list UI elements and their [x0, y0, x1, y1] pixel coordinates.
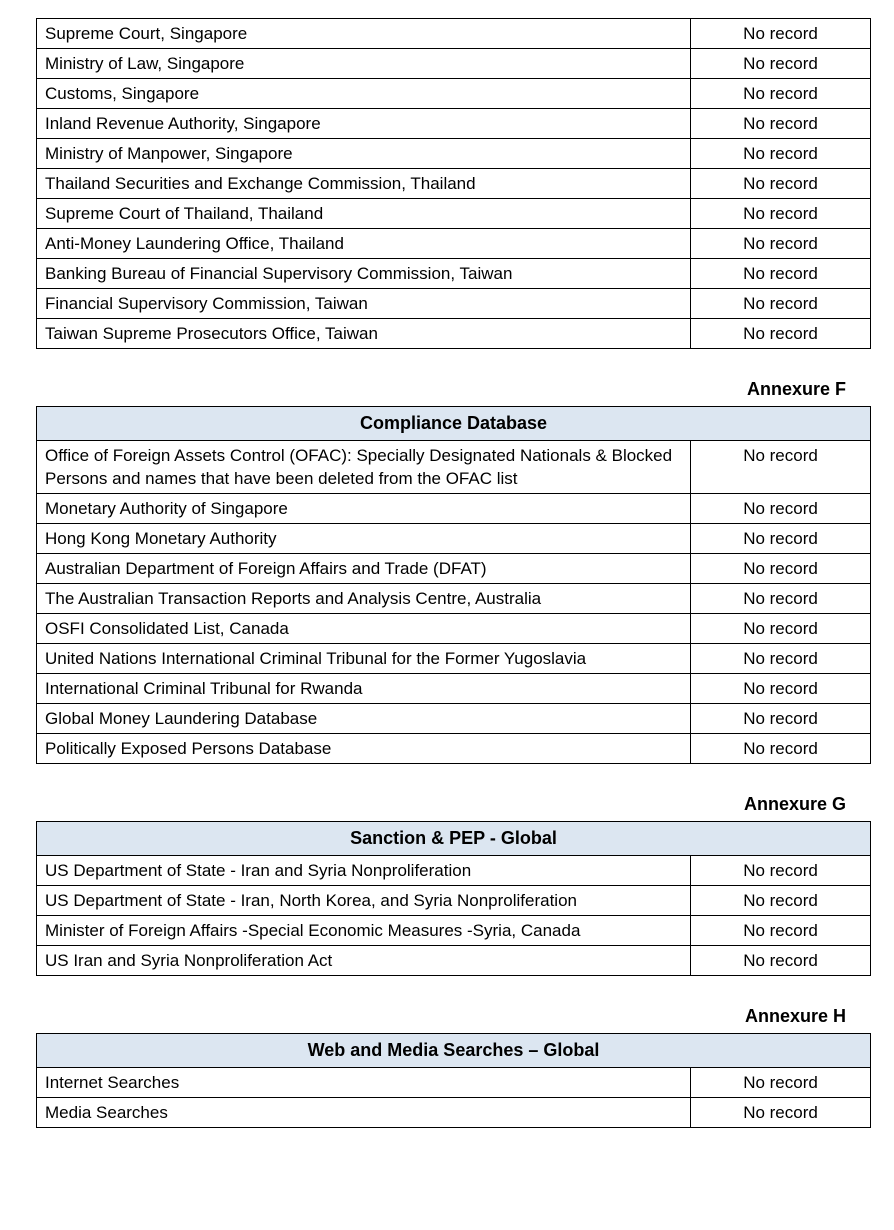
table-header-row	[37, 822, 871, 856]
annexure-label: Annexure G	[743, 794, 846, 814]
result-cell: No record	[691, 644, 871, 674]
table-header-row	[37, 407, 871, 441]
table-row	[37, 229, 871, 259]
source-cell: Office of Foreign Assets Control (OFAC): Specially Designated Nationals & Blocked Persons and names that have been deleted from the OFAC list	[37, 441, 691, 494]
table-row	[37, 441, 871, 494]
source-cell: The Australian Transaction Reports and Analysis Centre, Australia	[37, 584, 691, 614]
result-cell: No record	[691, 1098, 871, 1128]
source-cell: OSFI Consolidated List, Canada	[37, 614, 691, 644]
source-cell: US Iran and Syria Nonproliferation Act	[37, 946, 691, 976]
source-cell: Global Money Laundering Database	[37, 704, 691, 734]
annexure-label: Annexure F	[746, 379, 846, 399]
table-row	[37, 704, 871, 734]
table-title: Sanction & PEP - Global	[37, 822, 871, 856]
table-row	[37, 554, 871, 584]
result-cell: No record	[691, 524, 871, 554]
table-row	[37, 79, 871, 109]
source-cell: Banking Bureau of Financial Supervisory Commission, Taiwan	[37, 259, 691, 289]
result-cell: No record	[691, 946, 871, 976]
result-cell: No record	[691, 614, 871, 644]
table-row	[37, 1098, 871, 1128]
annexure-label: Annexure H	[744, 1006, 846, 1026]
source-cell: Minister of Foreign Affairs -Special Economic Measures -Syria, Canada	[37, 916, 691, 946]
result-cell: No record	[691, 704, 871, 734]
source-cell: Inland Revenue Authority, Singapore	[37, 109, 691, 139]
source-cell: US Department of State - Iran, North Korea, and Syria Nonproliferation	[37, 886, 691, 916]
table-title: Compliance Database	[37, 407, 871, 441]
table-title: Web and Media Searches – Global	[37, 1034, 871, 1068]
table-row	[37, 1068, 871, 1098]
records-table-continued	[36, 18, 871, 349]
source-cell: Anti-Money Laundering Office, Thailand	[37, 229, 691, 259]
result-cell: No record	[691, 441, 871, 494]
records-table	[36, 821, 871, 976]
source-cell: Customs, Singapore	[37, 79, 691, 109]
source-cell: Australian Department of Foreign Affairs and Trade (DFAT)	[37, 554, 691, 584]
table-row	[37, 289, 871, 319]
result-cell: No record	[691, 229, 871, 259]
source-cell: Ministry of Manpower, Singapore	[37, 139, 691, 169]
table-row	[37, 169, 871, 199]
result-cell: No record	[691, 319, 871, 349]
result-cell: No record	[691, 79, 871, 109]
source-cell: Financial Supervisory Commission, Taiwan	[37, 289, 691, 319]
table-row	[37, 259, 871, 289]
table-row	[37, 199, 871, 229]
result-cell: No record	[691, 199, 871, 229]
result-cell: No record	[691, 916, 871, 946]
table-row	[37, 674, 871, 704]
result-cell: No record	[691, 584, 871, 614]
table-row	[37, 886, 871, 916]
source-cell: Supreme Court, Singapore	[37, 19, 691, 49]
source-cell: United Nations International Criminal Tribunal for the Former Yugoslavia	[37, 644, 691, 674]
table-row	[37, 139, 871, 169]
result-cell: No record	[691, 169, 871, 199]
result-cell: No record	[691, 19, 871, 49]
result-cell: No record	[691, 259, 871, 289]
source-cell: Politically Exposed Persons Database	[37, 734, 691, 764]
table-row	[37, 734, 871, 764]
table-row	[37, 109, 871, 139]
source-cell: Internet Searches	[37, 1068, 691, 1098]
sections	[36, 18, 870, 1128]
table-row	[37, 614, 871, 644]
result-cell: No record	[691, 554, 871, 584]
table-row	[37, 494, 871, 524]
result-cell: No record	[691, 494, 871, 524]
result-cell: No record	[691, 49, 871, 79]
result-cell: No record	[691, 139, 871, 169]
table-row	[37, 644, 871, 674]
result-cell: No record	[691, 109, 871, 139]
table-row	[37, 19, 871, 49]
source-cell: Media Searches	[37, 1098, 691, 1128]
source-cell: International Criminal Tribunal for Rwanda	[37, 674, 691, 704]
table-row	[37, 856, 871, 886]
result-cell: No record	[691, 1068, 871, 1098]
table-row	[37, 916, 871, 946]
result-cell: No record	[691, 289, 871, 319]
table-row	[37, 584, 871, 614]
source-cell: US Department of State - Iran and Syria Nonproliferation	[37, 856, 691, 886]
result-cell: No record	[691, 674, 871, 704]
table-row	[37, 49, 871, 79]
table-row	[37, 319, 871, 349]
source-cell: Ministry of Law, Singapore	[37, 49, 691, 79]
result-cell: No record	[691, 734, 871, 764]
result-cell: No record	[691, 886, 871, 916]
records-table	[36, 1033, 871, 1128]
source-cell: Hong Kong Monetary Authority	[37, 524, 691, 554]
source-cell: Taiwan Supreme Prosecutors Office, Taiwan	[37, 319, 691, 349]
table-header-row	[37, 1034, 871, 1068]
result-cell: No record	[691, 856, 871, 886]
table-row	[37, 524, 871, 554]
source-cell: Thailand Securities and Exchange Commission, Thailand	[37, 169, 691, 199]
records-table	[36, 406, 871, 764]
table-row	[37, 946, 871, 976]
source-cell: Monetary Authority of Singapore	[37, 494, 691, 524]
source-cell: Supreme Court of Thailand, Thailand	[37, 199, 691, 229]
